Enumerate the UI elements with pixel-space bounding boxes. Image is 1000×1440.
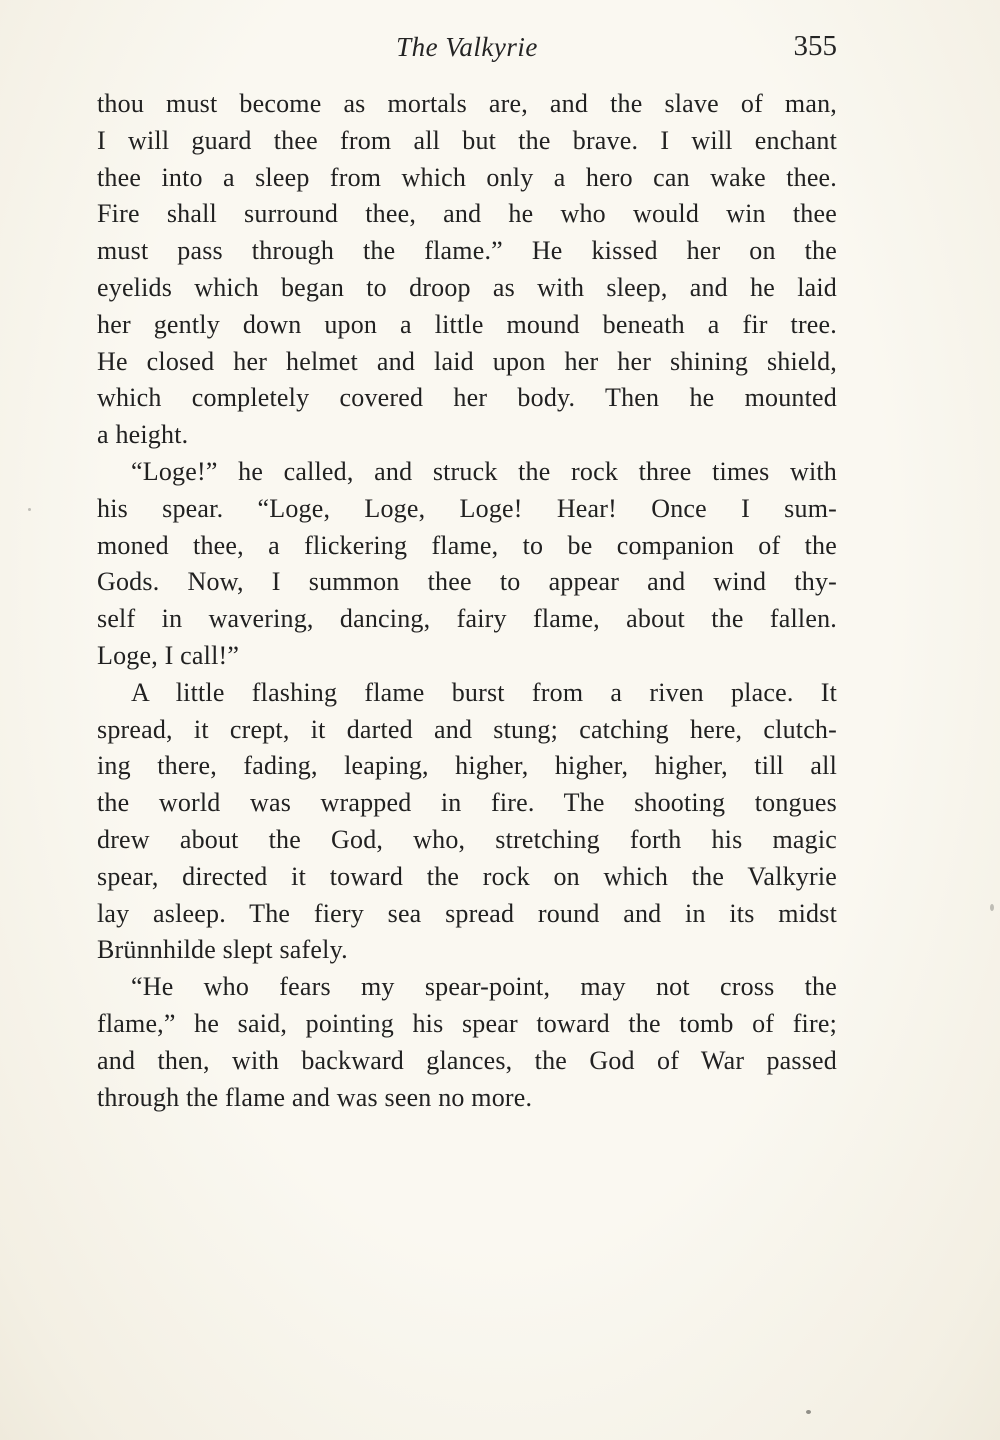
text-block bbox=[97, 86, 837, 1116]
scan-speck bbox=[806, 1410, 811, 1414]
text-line: Brünnhilde slept safely. bbox=[97, 935, 348, 965]
text-line: Loge, I call!” bbox=[97, 640, 240, 670]
text-line: Fire shall surround thee, and he who would win thee bbox=[97, 199, 837, 229]
text-line: I will guard thee from all but the brave. I will enchant bbox=[97, 125, 837, 155]
text-line: her gently down upon a little mound beneath a fir tree. bbox=[97, 309, 837, 339]
text-line: “He who fears my spear-point, may not cross the bbox=[131, 972, 837, 1002]
page-number: 355 bbox=[793, 30, 837, 62]
text-line: He closed her helmet and laid upon her her shining shield, bbox=[97, 346, 837, 376]
scan-speck bbox=[28, 508, 31, 511]
text-line: thee into a sleep from which only a hero can wake thee. bbox=[97, 162, 837, 192]
page-header bbox=[97, 30, 837, 74]
text-line: Gods. Now, I summon thee to appear and wind thy- bbox=[97, 567, 837, 597]
text-line: spear, directed it toward the rock on which the Valkyrie bbox=[97, 861, 837, 891]
text-line: thou must become as mortals are, and the slave of man, bbox=[97, 89, 837, 118]
text-line: a height. bbox=[97, 420, 189, 450]
text-line: must pass through the flame.” He kissed her on the bbox=[97, 236, 837, 266]
text-line: flame,” he said, pointing his spear toward the tomb of fire; bbox=[97, 1008, 837, 1038]
running-title: The Valkyrie bbox=[396, 32, 538, 62]
text-line: spread, it crept, it darted and stung; catching here, clutch- bbox=[97, 714, 837, 744]
text-line: eyelids which began to droop as with sleep, and he laid bbox=[97, 272, 837, 302]
text-line: which completely covered her body. Then he mounted bbox=[97, 383, 837, 413]
text-line: A little flashing flame burst from a riven place. It bbox=[131, 677, 837, 707]
page-content bbox=[97, 30, 837, 1116]
text-line: through the flame and was seen no more. bbox=[97, 1082, 533, 1112]
text-line: and then, with backward glances, the God of War passed bbox=[97, 1045, 837, 1075]
text-line: “Loge!” he called, and struck the rock three times with bbox=[131, 456, 837, 486]
scan-speck bbox=[990, 904, 994, 911]
text-line: ing there, fading, leaping, higher, higher, higher, till all bbox=[97, 751, 837, 781]
text-line: drew about the God, who, stretching forth his magic bbox=[97, 824, 837, 854]
text-line: lay asleep. The fiery sea spread round and in its midst bbox=[97, 898, 837, 928]
text-line: self in wavering, dancing, fairy flame, about the fallen. bbox=[97, 604, 837, 634]
text-line: the world was wrapped in fire. The shooting tongues bbox=[97, 788, 837, 818]
text-line: moned thee, a flickering flame, to be companion of the bbox=[97, 530, 837, 560]
text-line: his spear. “Loge, Loge, Loge! Hear! Once I sum- bbox=[97, 493, 837, 523]
